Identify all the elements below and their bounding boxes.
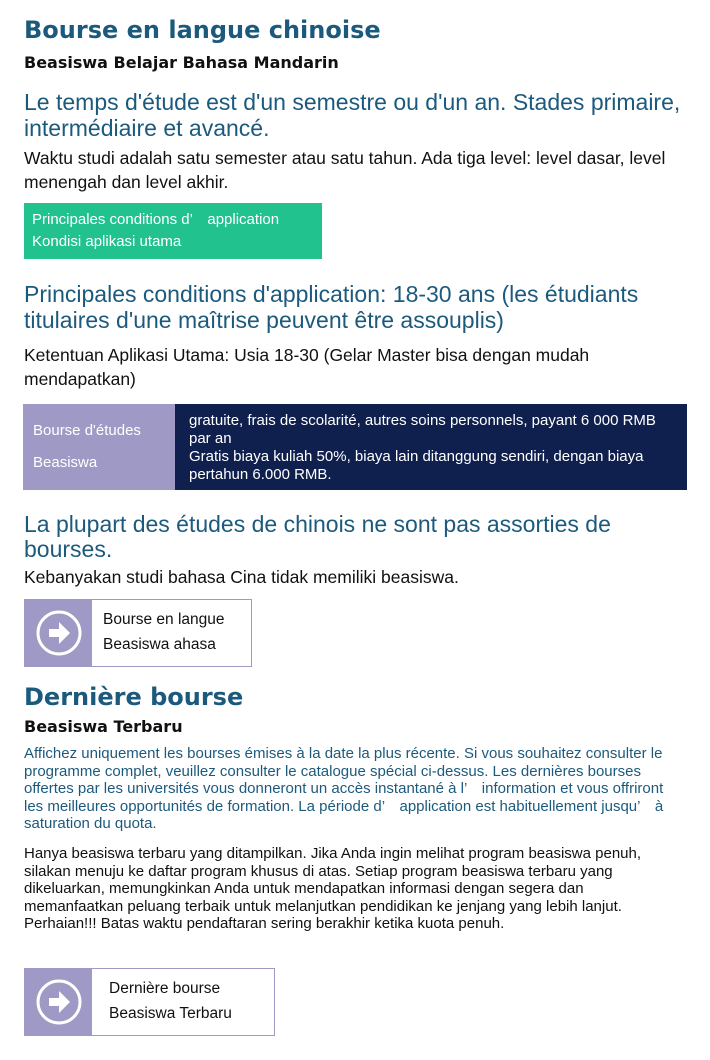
study-duration-heading: Le temps d'étude est d'un semestre ou d'un an. Stades primaire, intermédiaire et avancé. — [24, 89, 681, 141]
scholarship-value-fr: gratuite, frais de scolarité, autres soins personnels, payant 6 000 RMB par an — [189, 412, 656, 447]
scholarship-value-id: Gratis biaya kuliah 50%, biaya lain ditanggung sendiri, dengan biaya pertahun 6.000 RMB. — [189, 448, 644, 483]
conditions-heading: Principales conditions d'application: 18-30 ans (les étudiants titulaires d'une maîtrise peuvent être assouplis) — [24, 281, 639, 333]
language-scholarship-link[interactable] — [24, 599, 252, 667]
arrow-right-icon — [35, 978, 83, 1026]
link-label-id: Beasiswa Terbaru — [109, 1005, 232, 1022]
link-label-fr: Bourse en langue — [103, 611, 225, 628]
page-subtitle: Beasiswa Belajar Bahasa Mandarin — [24, 53, 339, 72]
conditions-button-label-id: Kondisi aplikasi utama — [32, 233, 182, 250]
latest-scholarship-subtitle: Beasiswa Terbaru — [24, 717, 183, 736]
page-title: Bourse en langue chinoise — [24, 16, 381, 44]
latest-scholarship-text-id: Hanya beasiswa terbaru yang ditampilkan. Jika Anda ingin melihat program beasiswa penuh, silakan menuju ke daftar program khusus di atas. Setiap program beasiswa terbaru yang dikeluarkan, memungkinkan Anda untuk mendapatkan informasi dengan segera dan memanfaatkan peluang terbaik untuk melanjutkan pendidikan ke jenjang yang lebih lanjut. Perhaian!!! Batas waktu pendaftaran sering berakhir ketika kuota penuh. — [24, 845, 642, 932]
no-scholarship-text: Kebanyakan studi bahasa Cina tidak memiliki beasiswa. — [24, 567, 459, 587]
scholarship-label-cell — [23, 404, 175, 490]
link-label-fr: Dernière bourse — [109, 980, 221, 997]
link-icon-area — [25, 600, 92, 666]
no-scholarship-heading: La plupart des études de chinois ne sont pas assorties de bourses. — [24, 511, 611, 562]
link-icon-area — [25, 969, 92, 1035]
link-text-area — [92, 969, 232, 1035]
study-duration-text: Waktu studi adalah satu semester atau satu tahun. Ada tiga level: level dasar, level menengah dan level akhir. — [24, 148, 666, 192]
conditions-text: Ketentuan Aplikasi Utama: Usia 18-30 (Gelar Master bisa dengan mudah mendapatkan) — [24, 345, 590, 389]
latest-scholarship-link[interactable] — [24, 968, 275, 1036]
latest-scholarship-text-fr: Affichez uniquement les bourses émises à la date la plus récente. Si vous souhaitez consulter le programme complet, veuillez consulter le catalogue spécial ci-dessus. Les dernières bourses offertes par les universités vous donneront un accès instantané à l’ information et vous offriront les meilleures opportunités de formation. La période d’ application est habituellement jusqu’ à saturation du quota. — [24, 745, 664, 832]
conditions-button[interactable] — [24, 203, 322, 259]
scholarship-value-cell — [175, 404, 687, 490]
link-label-id: Beasiswa ahasa — [103, 636, 216, 653]
scholarship-label-fr: Bourse d'études — [33, 422, 141, 439]
scholarship-label-id: Beasiswa — [33, 454, 98, 471]
latest-scholarship-title: Dernière bourse — [24, 683, 244, 711]
link-text-area — [92, 600, 225, 666]
scholarship-table — [23, 404, 687, 490]
arrow-right-icon — [35, 609, 83, 657]
conditions-button-label-fr: Principales conditions d’ application — [32, 211, 280, 228]
